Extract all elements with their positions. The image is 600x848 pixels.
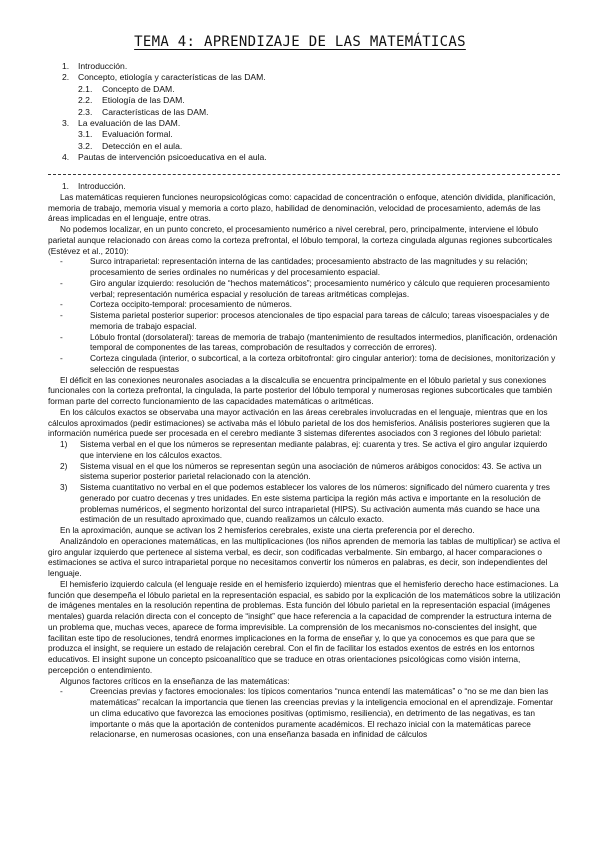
- list-item-text: Surco intraparietal: representación interna de las cantidades; procesamiento abstracto de las magnitudes y su relación; procesamiento de series ordinales no numéricas y del procesamiento espacial.: [90, 256, 528, 277]
- toc-text: Pautas de intervención psicoeducativa en el aula.: [78, 152, 267, 163]
- list-number: 3): [60, 482, 68, 492]
- list-item: [48, 278, 562, 300]
- toc-text: Introducción.: [78, 61, 128, 71]
- list-item-text: Sistema parietal posterior superior: procesos atencionales de tipo espacial para tareas de cálculo; tareas visoespaciales y de memoria de trabajo espacial.: [90, 310, 550, 331]
- bullet-mark: -: [60, 256, 63, 267]
- toc-number: 3.: [62, 118, 70, 129]
- list-item-text: Lóbulo frontal (dorsolateral): tareas de memoria de trabajo (mantenimiento de resultados intermedios, planificación, ordenación temporal de componentes de las tareas, comprobación de resultados y corrección de errores).: [90, 331, 558, 353]
- toc-number: 2.1.: [78, 83, 93, 94]
- list-item: [48, 353, 562, 375]
- list-item: [48, 310, 562, 332]
- toc-item-4: [62, 152, 267, 163]
- paragraph-approximation: En la aproximación, aunque se activan los 2 hemisferios cerebrales, existe una cierta preferencia por el derecho.: [60, 525, 475, 535]
- list-item-text: Sistema cuantitativo no verbal en el que podemos establecer los valores de los números: significado del número cuarenta y tres generado por cuatro decenas y tres unidades. En este sistema participa la región más activa e importante en la resolución de problemas numéricos, el segmento horizontal del surco intraparietal (HIPS). Su activación aumenta más cuando se hace una estimación de un resultado aproximado que, cuando realizamos un cálculo exacto.: [80, 482, 550, 525]
- toc-number: 3.1.: [78, 129, 93, 140]
- list-item-text: Giro angular izquierdo: resolución de “hechos matemáticos”; procesamiento numérico y cálculo que requieren procesamiento verbal; representación numérica espacial y resolución de tareas aritméticas complejas.: [90, 277, 550, 299]
- toc-text: Concepto, etiología y características de las DAM.: [78, 72, 266, 83]
- toc-text: La evaluación de las DAM.: [78, 118, 181, 129]
- page-title: TEMA 4: APRENDIZAJE DE LAS MATEMÁTICAS: [134, 34, 466, 50]
- toc-item-2: [62, 72, 267, 83]
- paragraph-factors-intro: Algunos factores críticos en la enseñanza de las matemáticas:: [60, 675, 290, 686]
- list-item-text: Corteza occipito-temporal: procesamiento de números.: [90, 299, 292, 310]
- bullet-mark: -: [60, 686, 63, 697]
- toc-number: 1.: [62, 61, 70, 71]
- toc-number: 2.: [62, 72, 70, 83]
- toc-item-2-1: [62, 84, 267, 95]
- list-item: [48, 439, 562, 461]
- list-number: 2): [60, 460, 68, 471]
- toc-text: Características de las DAM.: [102, 106, 209, 117]
- toc-item-3: [62, 118, 267, 129]
- toc-number: 4.: [62, 152, 70, 163]
- toc-text: Etiología de las DAM.: [102, 95, 185, 106]
- toc-item-1: [62, 61, 267, 72]
- bullet-mark: -: [60, 299, 63, 310]
- paragraph-deficit: El déficit en las conexiones neuronales asociadas a la discalculia se encuentra principalmente en el lóbulo parietal y sus conexiones funcionales con la corteza prefrontal, la cingulada, la parte posterior del lóbulo temporal y numerosas regiones subcorticales que también forman parte del correcto funcionamiento de las capacidades matemáticas o aritméticas.: [48, 374, 553, 406]
- toc-number: 2.2.: [78, 95, 93, 106]
- toc-item-2-2: [62, 95, 267, 106]
- list-item-text: Corteza cingulada (interior, o subcortical, a la corteza orbitofrontal: giro cingular anterior): toma de decisiones, monitorización y selección de respuestas: [90, 353, 556, 374]
- bullet-mark: -: [60, 331, 63, 342]
- paragraph-operations: Analizándolo en operaciones matemáticas, en las multiplicaciones (los niños aprenden de memoria las tablas de multiplicar) se activa el giro angular izquierdo que pertenece al sistema verbal, es decir, son codificadas verbalmente. Sin embargo, al hacer comparaciones o estimaciones se activa el surco intraparietal porque no necesitamos convertir los números en palabras, es decir, son independientes del lenguaje.: [48, 535, 560, 578]
- list-item: [48, 256, 562, 278]
- dashed-divider: [48, 174, 560, 175]
- toc-text: Concepto de DAM.: [102, 83, 175, 94]
- toc-item-2-3: [62, 107, 267, 118]
- list-item: [48, 461, 562, 483]
- toc-number: 3.2.: [78, 140, 93, 151]
- section-title: Introducción.: [78, 181, 126, 191]
- section-heading: [48, 181, 562, 192]
- toc-text: Detección en el aula.: [102, 140, 183, 151]
- bullet-mark: -: [60, 277, 63, 288]
- paragraph-localization: No podemos localizar, en un punto concreto, el procesamiento numérico a nivel cerebral, pero, principalmente, interviene el lóbulo parietal aunque relacionado con áreas como la corteza prefrontal, el lóbulo temporal, la corteza cingulada algunas regiones subcorticales (Estévez et al., 2010):: [48, 224, 553, 256]
- toc-text: Evaluación formal.: [102, 129, 173, 140]
- list-item: [48, 332, 562, 354]
- list-item: [48, 482, 562, 525]
- paragraph-functions: Las matemáticas requieren funciones neuropsicológicas como: capacidad de concentración o enfoque, atención dividida, planificación, memoria de trabajo, memoria visual y memoria a corto plazo, habilidad de denominación, velocidad de procesamiento, además de las áreas implicadas en el lenguaje, entre otras.: [48, 191, 556, 224]
- list-item: [48, 299, 562, 310]
- list-item-text: Sistema visual en el que los números se representan según una asociación de números arábigos conocidos: 43. Se activa un sistema superior posterior parietal relacionado con la atención.: [80, 460, 542, 482]
- toc-number: 2.3.: [78, 106, 93, 117]
- list-number: 1): [60, 439, 68, 449]
- paragraph-calculation: En los cálculos exactos se observaba una mayor activación en las áreas cerebrales involucradas en el lenguaje, mientras que en los cálculos aproximados (pedir estimaciones) se activaba más el lóbulo parietal de los dos hemisferios. Análisis posteriores sugieren que la información numérica puede ser procesada en el cerebro mediante 3 sistemas diferentes asociados con 3 regiones del lóbulo parietal:: [48, 406, 550, 439]
- toc-item-3-1: [62, 129, 267, 140]
- paragraph-hemispheres: El hemisferio izquierdo calcula (el lenguaje reside en el hemisferio izquierdo) mientras que el hemisferio derecho hace estimaciones. La función que desempeña el lóbulo parietal en la representación espacial, es sabido por la explicación de los matemáticos sobre la utilización de imágenes mentales en la resolución repentina de problemas. Esta función del lóbulo parietal en la representación espacial (imágenes mentales) guarda relación directa con el concepto de “insight” que hace referencia a la capacidad de comprender la estructura interna de un problema que, muchas veces, aparece de forma imprevisible. La comprensión de los mecanismos no-conscientes del insight, que facilitan este tipo de resoluciones, tendrá enormes implicaciones en la forma de enseñar y, lo que ya conocemos es que para que se produzca el insight, se requiere un estado de relajación cerebral. Con el fin de facilitar los estados exentos de estrés en los entornos educativos. El insight supone un concepto psicoanalítico que se traduce en otras orientaciones psicológicas como visión interna, percepción o entendimiento.: [48, 578, 561, 675]
- list-item: [48, 686, 562, 740]
- table-of-contents: [62, 61, 267, 164]
- section-number: 1.: [62, 181, 69, 191]
- list-item-text: Sistema verbal en el que los números se representan mediante palabras, ej: cuarenta y tres. Se activa el giro angular izquierdo que interviene en los cálculos exactos.: [80, 439, 548, 460]
- toc-item-3-2: [62, 141, 267, 152]
- document-body: [48, 181, 562, 740]
- bullet-mark: -: [60, 353, 63, 363]
- bullet-mark: -: [60, 310, 63, 320]
- list-item-text: Creencias previas y factores emocionales: los típicos comentarios “nunca entendí las matemáticas” o “no se me dan bien las matemáticas” recalcan la importancia que tienen las creencias previas y la inteligencia emocional en el aprendizaje. Fomentar un clima educativo que favorezca las emociones positivas (optimismo, resiliencia), en detrimento de las negativas, es tan importante o más que la aportación de contenidos puramente académicos. El rechazo inicial con la matemáticas parece relacionarse, en numerosas ocasiones, con una enseñanza basada en infinidad de cálculos: [90, 686, 554, 740]
